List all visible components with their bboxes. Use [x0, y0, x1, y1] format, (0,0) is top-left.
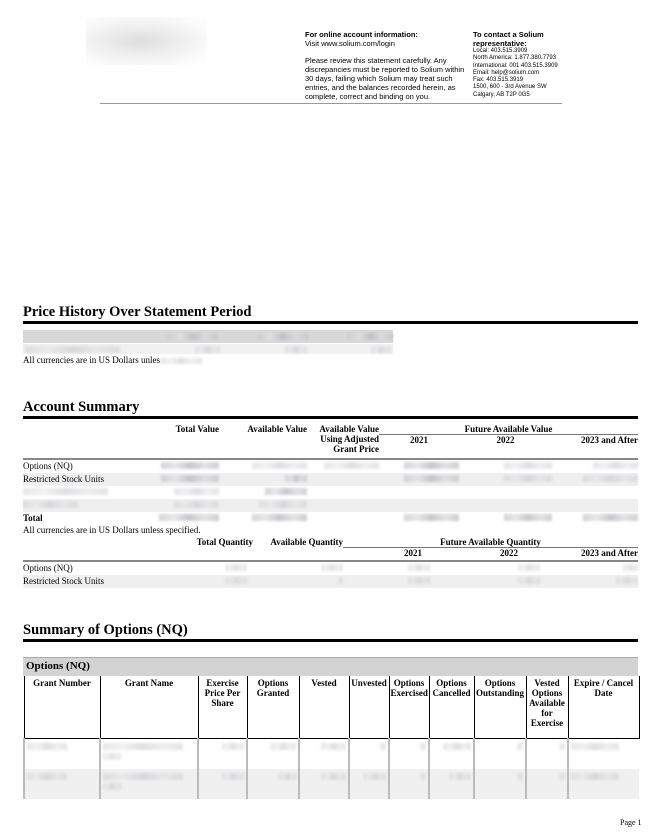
value-currency-note: All currencies are in US Dollars unless specified. [23, 525, 201, 535]
section-rule [23, 639, 638, 642]
col-total-value: Total Value [175, 424, 219, 434]
table-row [23, 486, 638, 499]
table-row [23, 473, 638, 486]
account-summary-title: Account Summary [23, 399, 140, 415]
col-unvested: Unvested [349, 676, 389, 739]
col-year: 2021 [404, 548, 422, 558]
options-header-row [24, 676, 639, 739]
company-logo [86, 17, 206, 65]
currency-note [23, 355, 202, 365]
contact-line: Fax: 403.515.3919 [473, 77, 524, 84]
col-total-quantity: Total Quantity [196, 537, 253, 547]
options-table [23, 657, 638, 799]
col-future-quantity: Future Available Quantity [343, 537, 638, 548]
row-label: Total [23, 513, 43, 523]
review-notice: Please review this statement carefully. Any discrepancies must be reported to Solium within 30 days, failing which Solium may treat such entries, and the balances recorded herein, as complete, correct and binding on you. [305, 56, 465, 101]
row-label: Restricted Stock Units [23, 576, 104, 586]
header-divider-right [300, 103, 562, 104]
col-grant-name: Grant Name [100, 676, 198, 739]
online-info [305, 30, 465, 101]
account-quantity-table [23, 537, 638, 588]
col-year: 2022 [500, 548, 518, 558]
contact-title: To contact a Solium representative: [473, 30, 544, 48]
options-summary-title: Summary of Options (NQ) [23, 622, 188, 638]
account-value-table [23, 424, 638, 525]
contact-line: Local: 403.515.3909 [473, 48, 528, 54]
table-row [23, 575, 638, 588]
col-year: 2023 and After [581, 435, 638, 445]
col-year: 2022 [496, 435, 515, 445]
col-grant-number: Grant Number [24, 676, 100, 739]
col-year: 2023 and After [581, 548, 638, 558]
row-label: Options (NQ) [23, 563, 73, 573]
col-options-granted: Options Granted [247, 676, 299, 739]
section-rule [23, 321, 638, 324]
col-options-exercised: Options Exercised [389, 676, 429, 739]
row-label: Restricted Stock Units [23, 474, 104, 484]
currency-note-text: All currencies are in US Dollars unles [23, 355, 160, 365]
col-adjusted-value: Available Value Using Adjusted Grant Price [319, 424, 379, 454]
col-options-cancelled: Options Cancelled [429, 676, 474, 739]
table-row [23, 499, 638, 512]
table-row [23, 561, 638, 575]
col-available-quantity: Available Quantity [270, 537, 343, 547]
contact-line: International: 001 403.515.3909 [473, 62, 558, 69]
page-number: Page 1 [620, 818, 642, 827]
col-options-outstanding: Options Outstanding [474, 676, 526, 739]
col-expire-date: Expire / Cancel Date [568, 676, 639, 739]
online-title: For online account information: [305, 30, 418, 39]
price-history-row [23, 344, 393, 354]
contact-line: 1500, 600 - 3rd Avenue SW [473, 84, 547, 91]
section-rule [23, 416, 638, 419]
table-row [23, 459, 638, 473]
table-row [24, 739, 639, 770]
table-row [24, 769, 639, 799]
contact-info [473, 30, 573, 99]
col-future-value: Future Available Value [379, 424, 638, 435]
contact-line: North America: 1.877.380.7793 [473, 55, 557, 62]
col-vested: Vested [299, 676, 349, 739]
online-link-text[interactable]: Visit www.solium.com/login [305, 39, 395, 48]
contact-line: Email: help@solium.com [473, 69, 540, 76]
row-label: Options (NQ) [23, 461, 73, 471]
col-vested-available: Vested Options Available for Exercise [526, 676, 568, 739]
header-divider [100, 103, 300, 104]
options-table-title: Options (NQ) [23, 657, 638, 676]
col-year: 2021 [410, 435, 428, 445]
col-available-value: Available Value [247, 424, 307, 434]
total-row [23, 512, 638, 525]
price-history-header-row [23, 330, 393, 343]
contact-line: Calgary, AB T2P 0G5 [473, 91, 530, 98]
col-exercise-price: Exercise Price Per Share [198, 676, 247, 739]
price-history-title: Price History Over Statement Period [23, 304, 252, 320]
